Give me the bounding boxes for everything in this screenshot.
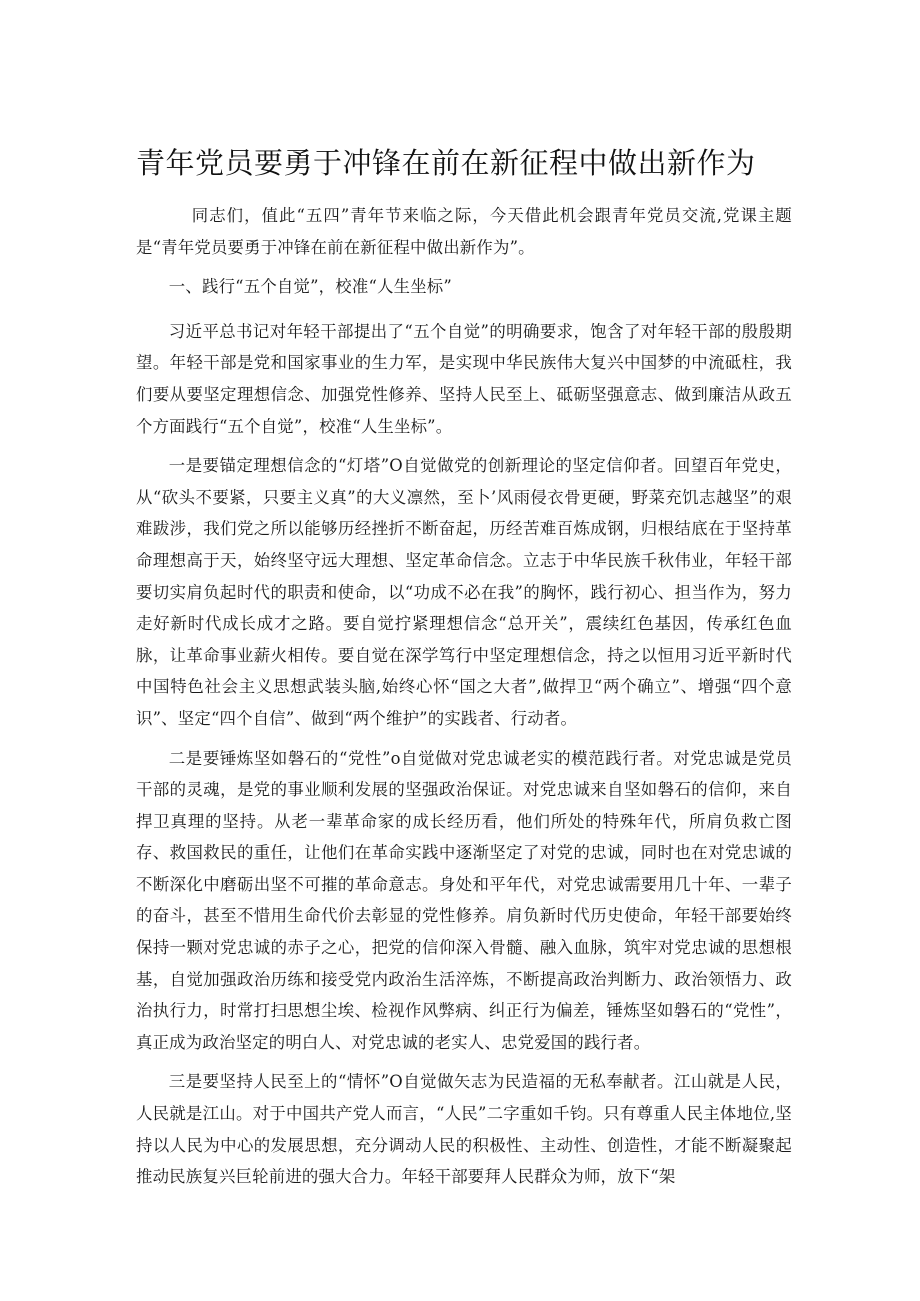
document-body [136, 200, 792, 1201]
paragraph-ideals-beliefs: 一是要锚定理想信念的“灯塔”O自觉做党的创新理论的坚定信仰者。回望百年党史，从“砍头不要紧，只要主义真”的大义凛然，至卜’风雨侵衣骨更硬，野菜充饥志越坚”的艰难跋涉，我们党之所以能够历经挫折不断奋起，历经苦难百炼成钢，归根结底在于坚持革命理想高于天，始终坚守远大理想、坚定革命信念。立志于中华民族千秋伟业，年轻干部要切实肩负起时代的职责和使命，以“功成不必在我”的胸怀，践行初心、担当作为，努力走好新时代成长成才之路。要自觉拧紧理想信念“总开关”，震续红色基因，传承红色血脉，让革命事业薪火相传。要自觉在深学笃行中坚定理想信念，持之以恒用习近平新时代中国特色社会主义思想武装头脑,始终心怀“国之大者”,做捍卫“两个确立”、增强“四个意识”、坚定“四个自信”、做到“两个维护”的实践者、行动者。 [136, 456, 792, 728]
paragraph-people-first: 三是要坚持人民至上的“情怀”O自觉做矢志为民造福的无私奉献者。江山就是人民，人民就是江山。对于中国共产党人而言，“人民”二字重如千钧。只有尊重人民主体地位,坚持以人民为中心的发展思想，充分调动人民的积极性、主动性、创造性，才能不断凝聚起推动民族复兴巨轮前进的强大合力。年轻干部要拜人民群众为师，放下“架 [136, 1072, 792, 1187]
document-title: 青年党员要勇于冲锋在前在新征程中做出新作为 [136, 146, 756, 180]
paragraph-party-spirit: 二是要锤炼坚如磐石的“党性”o自觉做对党忠诚老实的模范践行者。对党忠诚是党员干部的灵魂，是党的事业顺利发展的坚强政治保证。对党忠诚来自坚如磐石的信仰，来自捍卫真理的坚持。从老一辈革命家的成长经历看，他们所处的特殊年代，所肩负救亡图存、救国救民的重任，让他们在革命实践中逐渐坚定了对党的忠诚，同时也在对党忠诚的不断深化中磨砺出坚不可摧的革命意志。身处和平年代，对党忠诚需要用几十年、一辈子的奋斗，甚至不惜用生命代价去彰显的党性修养。肩负新时代历史使命，年轻干部要始终保持一颗对党忠诚的赤子之心，把党的信仰深入骨髓、融入血脉，筑牢对党忠诚的思想根基，自觉加强政治历练和接受党内政治生活淬炼，不断提高政治判断力、政治领悟力、政治执行力，时常打扫思想尘埃、检视作风弊病、纠正行为偏差，锤炼坚如磐石的“党性”，真正成为政治坚定的明白人、对党忠诚的老实人、忠党爱国的践行者。 [136, 748, 792, 1052]
paragraph-five-consciousness: 习近平总书记对年轻干部提出了“五个自觉”的明确要求，饱含了对年轻干部的殷殷期望。年轻干部是党和国家事业的生力军，是实现中华民族伟大复兴中国梦的中流砥柱，我们要从要坚定理想信念、加强党性修养、坚持人民至上、砥砺坚强意志、做到廉洁从政五个方面践行“五个自觉”，校准“人生坐标”。 [136, 321, 792, 436]
section-heading-1: 一、践行“五个自觉”，校准“人生坐标” [168, 277, 452, 297]
paragraph-intro: 同志们，值此“五四”青年节来临之际，今天借此机会跟青年党员交流,党课主题是“青年党员要勇于冲锋在前在新征程中做出新作为”。 [136, 206, 792, 257]
